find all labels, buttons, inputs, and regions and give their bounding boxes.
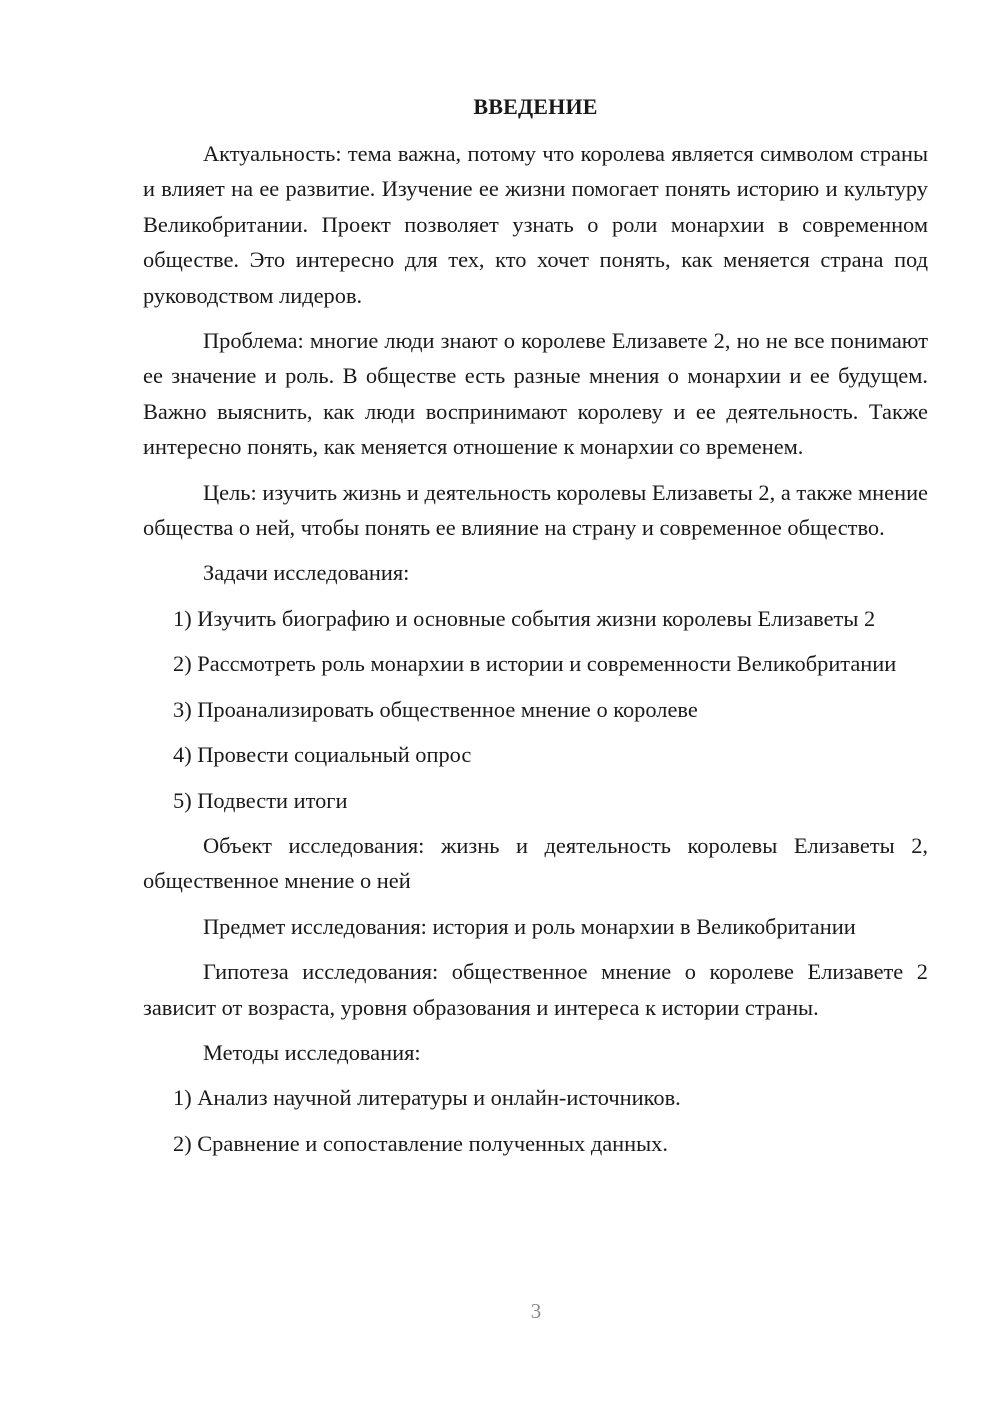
document-page [143,92,928,1171]
task-item-5: 5) Подвести итоги [173,787,348,813]
tasks-heading: Задачи исследования: [203,560,410,586]
task-item-4: 4) Провести социальный опрос [173,742,472,768]
object-paragraph: Объект исследования: жизнь и деятельность королевы Елизаветы 2, общественное мнение о ней [143,832,928,894]
goal-paragraph: Цель: изучить жизнь и деятельность королевы Елизаветы 2, а также мнение общества о ней, чтобы понять ее влияние на страну и современное общество. [143,479,928,541]
problem-paragraph: Проблема: многие люди знают о королеве Елизавете 2, но не все понимают ее значение и роль. В обществе есть разные мнения о монархии и ее будущем. Важно выяснить, как люди воспринимают королеву и ее деятельность. Также интересно понять, как меняется отношение к монархии со временем. [143,328,928,460]
task-item-3: 3) Проанализировать общественное мнение о королеве [173,696,698,722]
task-item-1: 1) Изучить биографию и основные события жизни королевы Елизаветы 2 [173,605,876,631]
method-item-1: 1) Анализ научной литературы и онлайн-источников. [173,1085,681,1111]
page-number: 3 [530,1299,542,1323]
task-item-2: 2) Рассмотреть роль монархии в истории и современности Великобритании [173,651,897,677]
method-item-2: 2) Сравнение и сопоставление полученных данных. [173,1130,668,1156]
section-title: ВВЕДЕНИЕ [473,94,598,119]
methods-heading: Методы исследования: [203,1039,421,1065]
relevance-paragraph: Актуальность: тема важна, потому что королева является символом страны и влияет на ее развитие. Изучение ее жизни помогает понять историю и культуру Великобритании. Проект позволяет узнать о роли монархии в современном обществе. Это интересно для тех, кто хочет понять, как меняется страна под руководством лидеров. [143,141,928,308]
hypothesis-paragraph: Гипотеза исследования: общественное мнение о королеве Елизавете 2 зависит от возраста, уровня образования и интереса к истории страны. [143,959,928,1020]
subject-paragraph: Предмет исследования: история и роль монархии в Великобритании [203,913,856,939]
